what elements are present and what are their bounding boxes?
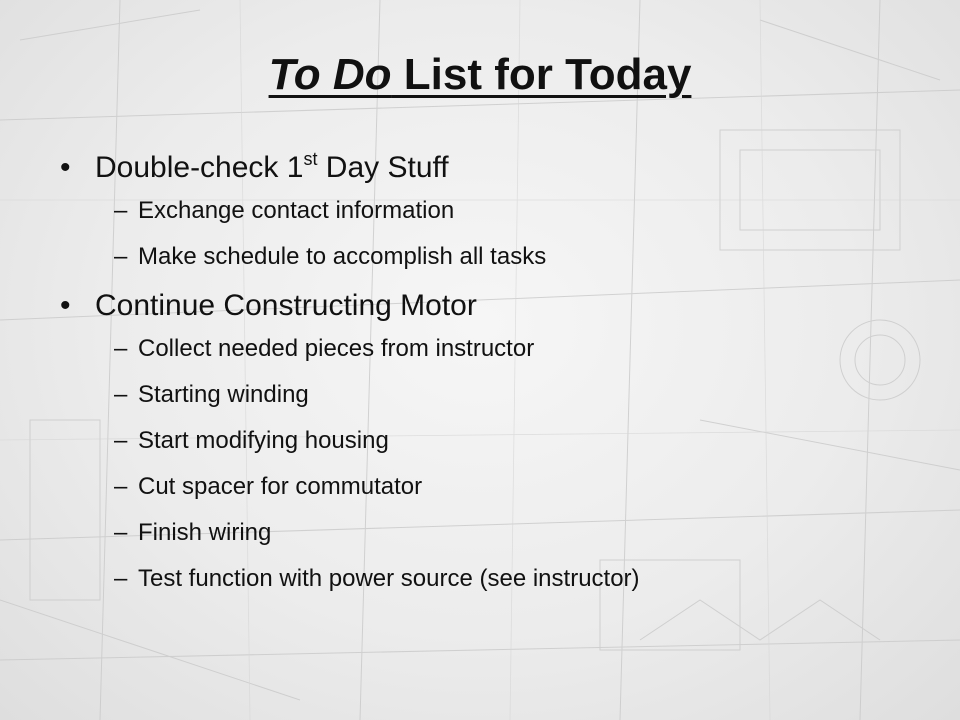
sub-item-text: Cut spacer for commutator xyxy=(138,473,423,500)
sub-item xyxy=(60,380,920,410)
sub-item xyxy=(60,334,920,364)
sub-item-text: Start modifying housing xyxy=(138,427,389,454)
bullet-text-post: Day Stuff xyxy=(317,151,449,184)
dash-marker: – xyxy=(114,335,128,362)
bullet-marker: • xyxy=(60,289,71,322)
bullet-item xyxy=(60,288,920,324)
section-2 xyxy=(60,288,920,594)
bullet-text-pre: Double-check 1 xyxy=(95,151,304,184)
title-rest: List for Today xyxy=(391,50,692,99)
bullet-text-sup: st xyxy=(303,149,318,169)
dash-marker: – xyxy=(114,565,128,592)
dash-marker: – xyxy=(114,427,128,454)
sub-item xyxy=(60,472,920,502)
sub-item xyxy=(60,196,920,226)
bullet-list xyxy=(60,140,920,610)
title-italic: To Do xyxy=(268,50,392,99)
dash-marker: – xyxy=(114,519,128,546)
dash-marker: – xyxy=(114,381,128,408)
bullet-marker: • xyxy=(60,151,71,184)
sub-item-text: Starting winding xyxy=(138,381,309,408)
sub-item-text: Make schedule to accomplish all tasks xyxy=(138,243,547,270)
sub-item xyxy=(60,518,920,548)
sub-item-text: Test function with power source (see instructor) xyxy=(138,565,640,592)
dash-marker: – xyxy=(114,473,128,500)
sub-item-text: Exchange contact information xyxy=(138,197,455,224)
sub-item xyxy=(60,426,920,456)
slide-title xyxy=(0,50,960,100)
sub-item xyxy=(60,242,920,272)
sub-item-text: Finish wiring xyxy=(138,519,272,546)
bullet-item xyxy=(60,150,920,186)
sub-item xyxy=(60,564,920,594)
sub-item-text: Collect needed pieces from instructor xyxy=(138,335,535,362)
bullet-text: Continue Constructing Motor xyxy=(95,289,477,322)
dash-marker: – xyxy=(114,197,128,224)
dash-marker: – xyxy=(114,243,128,270)
section-1 xyxy=(60,150,920,272)
